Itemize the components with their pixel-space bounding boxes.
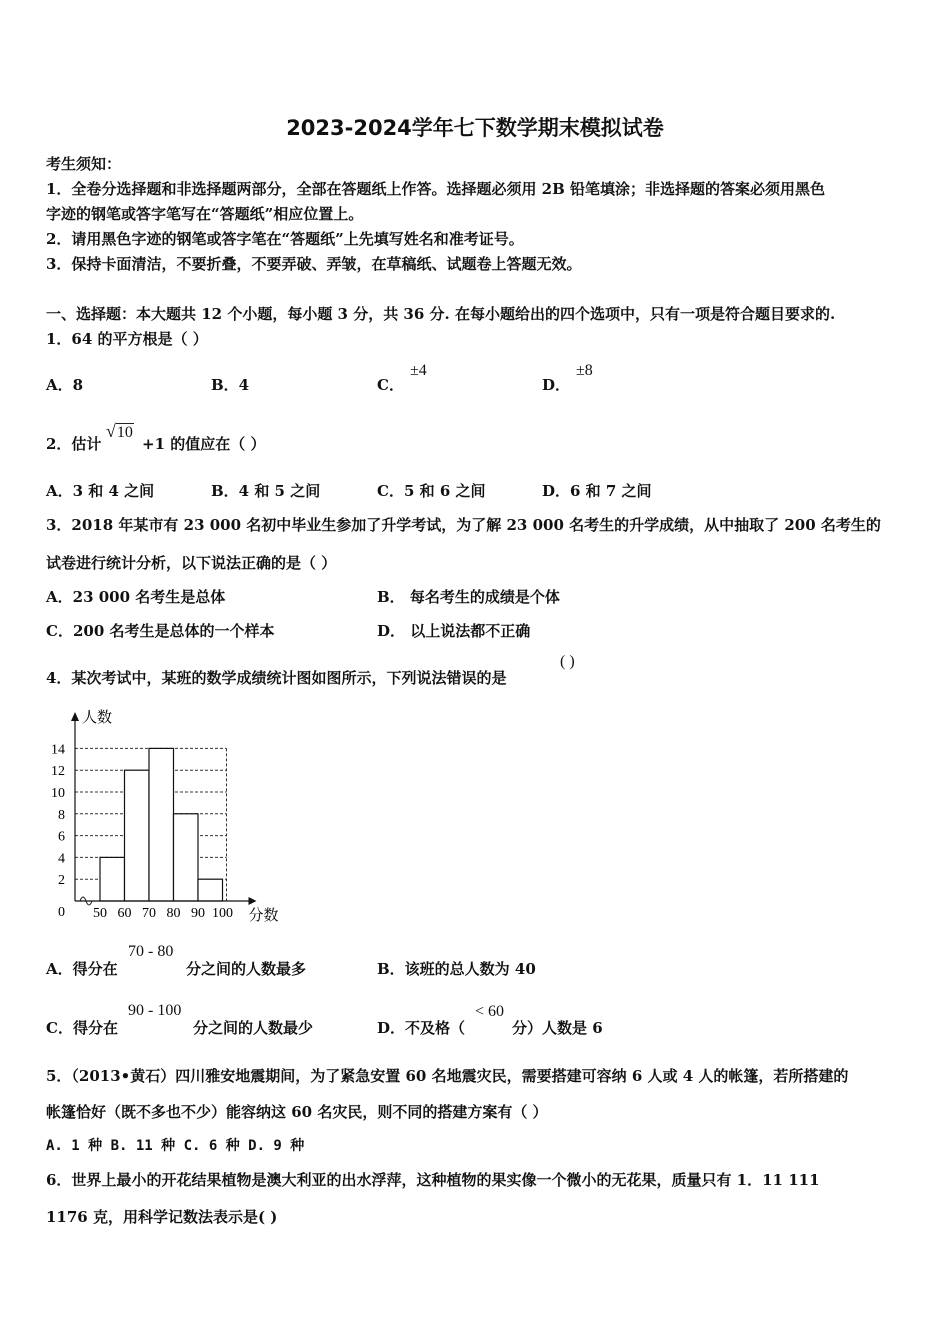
q2-sqrt [106, 421, 134, 442]
q4-option-d-expr: < 60 [475, 1003, 505, 1020]
q4-option-c-pre: C．得分在 [46, 1019, 118, 1037]
notice-line-2: 2．请用黑色字迹的钢笔或答字笔在“答题纸”上先填写姓名和准考证号。 [46, 230, 524, 248]
q1-stem: 1．64 的平方根是（ ） [46, 330, 208, 348]
q4-option-a-expr: 70 - 80 [128, 943, 174, 960]
histogram-bar [149, 748, 174, 901]
q4-stem: 4．某次考试中，某班的数学成绩统计图如图所示，下列说法错误的是 [46, 669, 507, 687]
notice-line-1a: 1．全卷分选择题和非选择题两部分，全部在答题纸上作答。选择题必须用 2B 铅笔填涂；非选择题的答案必须用黑色 [46, 180, 826, 198]
x-tick-label: 80 [166, 906, 181, 921]
q3-stem-a: 3．2018 年某市有 23 000 名初中毕业生参加了升学考试，为了解 23 000 名考生的升学成绩，从中抽取了 200 名考生的 [46, 516, 881, 534]
q6-stem-a: 6．世界上最小的开花结果植物是澳大利亚的出水浮萍，这种植物的果实像一个微小的无花果，质量只有 1．11 111 [46, 1171, 820, 1189]
q4-option-d-pre: D．不及格（ [377, 1019, 466, 1037]
q1-option-c-expr: ±4 [410, 362, 427, 379]
y-tick-label: 6 [58, 829, 65, 845]
q4-paren: ( ) [560, 653, 575, 670]
histogram-bar [100, 857, 125, 901]
q3-option-a: A．23 000 名考生是总体 [46, 588, 226, 606]
y-tick-label: 12 [51, 764, 65, 780]
notice-heading: 考生须知： [46, 155, 122, 173]
q1-option-b: B．4 [211, 376, 250, 394]
q2-option-d: D．6 和 7 之间 [542, 482, 652, 500]
q4-option-b: B．该班的总人数为 40 [377, 960, 536, 978]
histogram-bar [198, 879, 223, 901]
q1-option-d-expr: ±8 [576, 362, 593, 379]
q1-option-c: C． [377, 376, 404, 394]
q5-stem-b: 帐篷恰好（既不多也不少）能容纳这 60 名灾民，则不同的搭建方案有（ ） [46, 1103, 548, 1121]
q4-option-d-post: 分）人数是 6 [512, 1019, 603, 1037]
y-tick-label: 4 [58, 851, 65, 867]
y-axis-arrow-icon [71, 712, 79, 721]
y-tick-label: 10 [51, 786, 65, 801]
q2-stem-a: 2．估计 [46, 435, 102, 453]
x-tick-label: 60 [117, 906, 132, 921]
origin-label: 0 [58, 905, 65, 920]
q5-stem-a: 5．（2013•黄石）四川雅安地震期间，为了紧急安置 60 名地震灾民，需要搭建可容纳 6 人或 4 人的帐篷，若所搭建的 [46, 1067, 849, 1085]
x-tick-label: 70 [142, 906, 156, 921]
x-axis-arrow-icon [249, 897, 257, 905]
notice-line-3: 3．保持卡面清洁，不要折叠，不要弄破、弄皱，在草稿纸、试题卷上答题无效。 [46, 255, 582, 273]
q6-stem-b: 1176 克，用科学记数法表示是( ) [46, 1208, 278, 1226]
q1-option-a: A．8 [46, 376, 84, 394]
y-tick-label: 14 [51, 742, 65, 758]
q2-option-a: A．3 和 4 之间 [46, 482, 155, 500]
histogram-bar [125, 770, 150, 901]
x-axis-label: 分数 [248, 908, 279, 924]
y-axis-label: 人数 [82, 710, 113, 726]
q4-option-c-expr: 90 - 100 [128, 1002, 182, 1019]
q2-stem-b: +1 的值应在（ ） [142, 435, 266, 453]
radical-sign-icon: √ [106, 421, 116, 441]
page-title: 2023-2024学年七下数学期末模拟试卷 [286, 116, 664, 140]
q5-options: A. 1 种 B. 11 种 C. 6 种 D. 9 种 [46, 1138, 305, 1154]
y-tick-label: 8 [58, 807, 65, 823]
q4-option-a-post: 分之间的人数最多 [186, 960, 307, 978]
q2-option-c: C．5 和 6 之间 [377, 482, 486, 500]
q2-option-b: B．4 和 5 之间 [211, 482, 321, 500]
q1-option-d: D． [542, 376, 571, 394]
q3-option-b: B． 每名考生的成绩是个体 [377, 588, 560, 606]
q3-stem-b: 试卷进行统计分析，以下说法正确的是（ ） [46, 554, 337, 572]
q2-radicand: 10 [116, 424, 133, 441]
histogram-bar [174, 814, 199, 901]
q3-option-d: D． 以上说法都不正确 [377, 622, 531, 640]
q3-option-c: C．200 名考生是总体的一个样本 [46, 622, 275, 640]
x-tick-label: 50 [93, 906, 107, 921]
q4-option-a-pre: A．得分在 [46, 960, 118, 978]
notice-line-1b: 字迹的钢笔或答字笔写在“答题纸”相应位置上。 [46, 205, 364, 223]
y-tick-label: 2 [58, 873, 65, 889]
x-tick-label: 100 [212, 906, 233, 921]
q4-option-c-post: 分之间的人数最少 [193, 1019, 314, 1037]
x-tick-label: 90 [191, 906, 205, 921]
histogram-chart [40, 700, 300, 930]
section-1-heading: 一、选择题：本大题共 12 个小题，每小题 3 分，共 36 分. 在每小题给出的四个选项中，只有一项是符合题目要求的. [46, 305, 836, 323]
